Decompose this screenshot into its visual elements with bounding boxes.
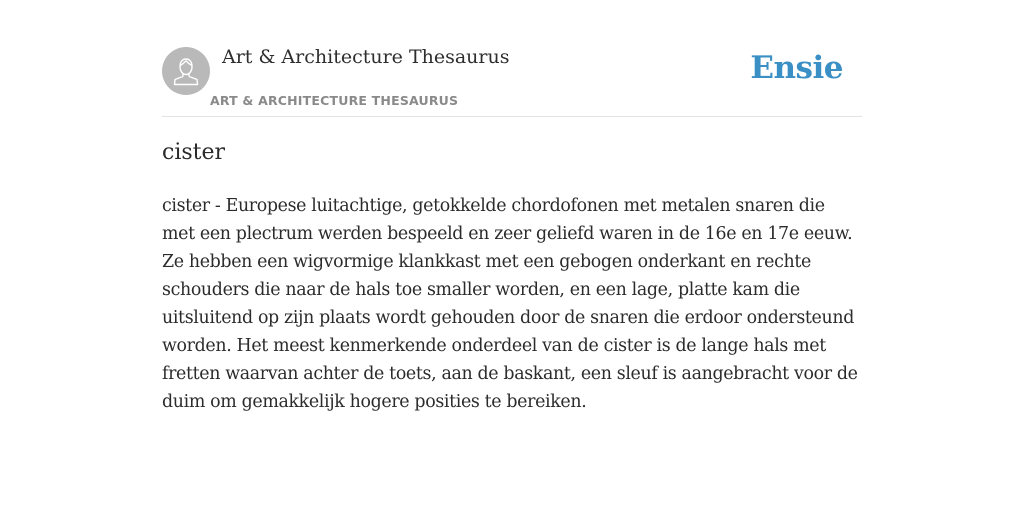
author-name[interactable]: Art & Architecture Thesaurus — [222, 46, 510, 68]
entry-definition: cister - Europese luitachtige, getokkelde chordofonen met metalen snaren die met een plectrum werden bespeeld en zeer geliefd waren in de 16e en 17e eeuw. Ze hebben een wigvormige klankkast met een gebogen onderkant en rechte schouders die naar de hals toe smaller worden, en een lage, platte kam die uitsluitend op zijn plaats wordt gehouden door de snaren die erdoor ondersteund worden. Het meest kenmerkende onderdeel van de cister is de lange hals met fretten waarvan achter de toets, aan de baskant, een sleuf is aangebracht voor de duim om gemakkelijk hogere posities te bereiken. — [162, 196, 858, 412]
page — [162, 0, 862, 412]
avatar[interactable] — [162, 47, 210, 95]
source-label[interactable]: ART & ARCHITECTURE THESAURUS — [210, 93, 459, 108]
entry-title: cister — [162, 140, 226, 165]
user-silhouette-icon — [162, 47, 210, 95]
entry-header — [162, 0, 862, 117]
brand-logo[interactable]: Ensie — [750, 50, 843, 86]
